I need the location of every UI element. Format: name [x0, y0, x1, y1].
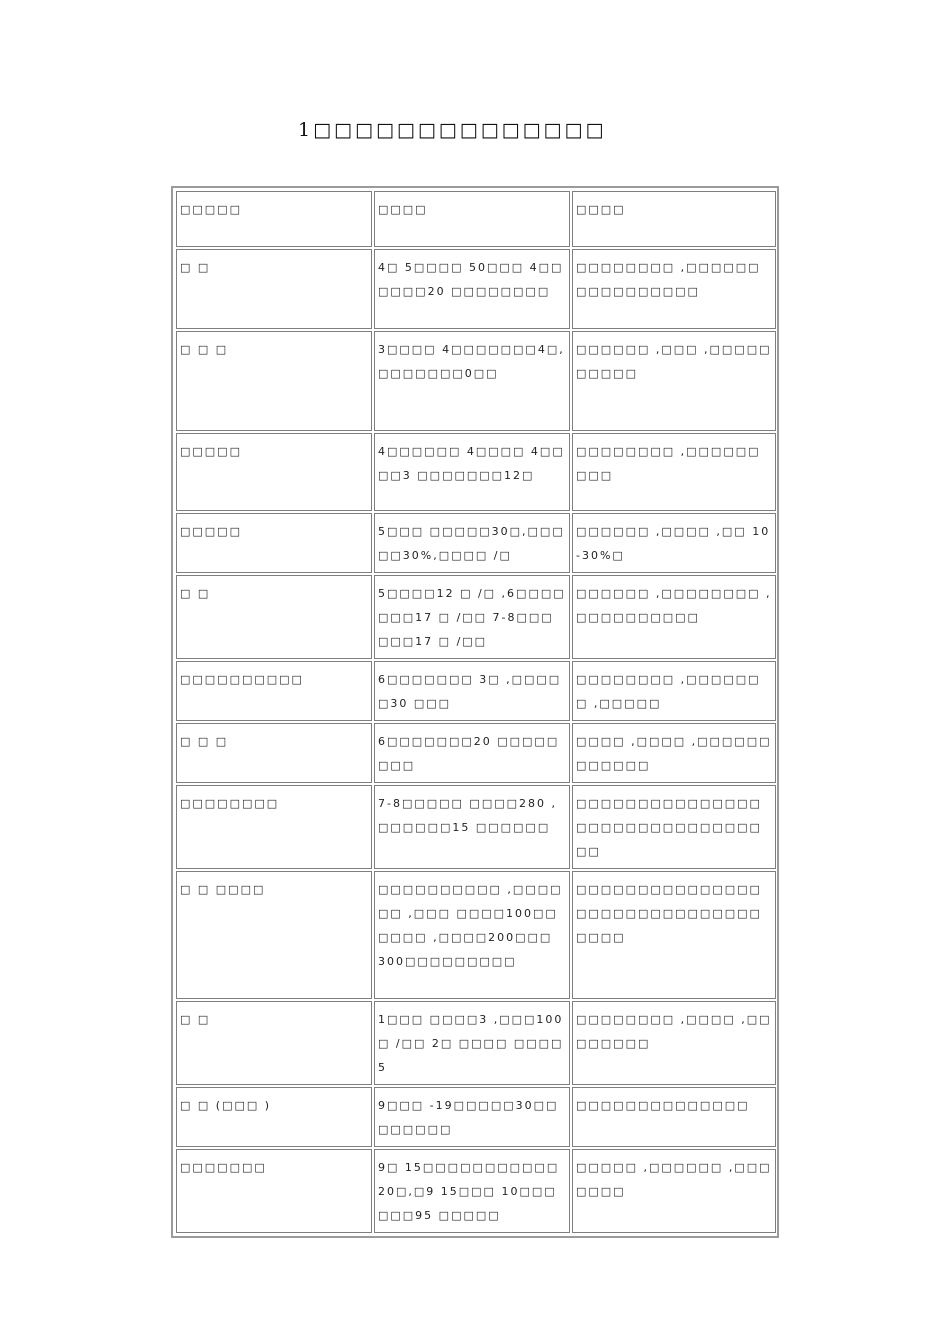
table-row: [176, 331, 776, 431]
table-row: [176, 1149, 776, 1233]
table-cell: 1□□□ □□□□3 ,□□□100□ /□□ 2□ □□□□ □□□□5: [374, 1001, 570, 1085]
table-row: [176, 249, 776, 329]
table-cell: □ □: [176, 575, 372, 659]
table-cell: □□□□□□ ,□□□□□□□□ ,□□□□□□□□□□: [572, 575, 776, 659]
table-cell: 7-8□□□□□ □□□□280 ,□□□□□□15 □□□□□□: [374, 785, 570, 869]
table-cell: □□□□□: [176, 513, 372, 573]
table-cell: □□□□□ ,□□□□□□ ,□□□□□□□: [572, 1149, 776, 1233]
table-cell: □ □ □□□□: [176, 871, 372, 999]
data-table: [174, 189, 778, 1235]
table-cell: □□□□□□□□ ,□□□□□□□□□: [572, 433, 776, 511]
table-cell: □ □ (□□□ ): [176, 1087, 372, 1147]
table-cell: □□□□□□ ,□□□□ ,□□ 10-30%□: [572, 513, 776, 573]
table-cell: 6□□□□□□□20 □□□□□□□□: [374, 723, 570, 783]
document-title: 1□□□□□□□□□□□□□□: [298, 119, 607, 141]
data-table-frame: [171, 186, 779, 1238]
table-cell: □□□□□□□□ ,□□□□□□□□□□□□□□□□: [572, 249, 776, 329]
table-cell: □□□□□□□□□□□□□□: [572, 1087, 776, 1147]
table-cell: □ □: [176, 249, 372, 329]
table-row: [176, 723, 776, 783]
table-row: [176, 1001, 776, 1085]
table-row: [176, 1087, 776, 1147]
table-row: [176, 575, 776, 659]
table-row: [176, 785, 776, 869]
table-row: [176, 513, 776, 573]
table-cell: □□□□□□□□□□□□□□□□□□□□□□□□□□□□□□□□□□: [572, 871, 776, 999]
table-cell: 3□□□□ 4□□□□□□□4□,□□□□□□□0□□: [374, 331, 570, 431]
table-cell: 5□□□□12 □ /□ ,6□□□□□□□17 □ /□□ 7-8□□□□□□17 □ /□□: [374, 575, 570, 659]
table-cell: 4□ 5□□□□ 50□□□ 4□□□□□□20 □□□□□□□□: [374, 249, 570, 329]
table-cell: □ □: [176, 1001, 372, 1085]
table-cell: 5□□□ □□□□□30□,□□□□□30%,□□□□ /□: [374, 513, 570, 573]
table-cell: □□□□□□□□□□□□□□□□□□□□□□□□□□□□□□□□: [572, 785, 776, 869]
table-cell: 9□ 15□□□□□□□□□□□20□,□9 15□□□ 10□□□□□□95 □□□□□: [374, 1149, 570, 1233]
table-row: [176, 661, 776, 721]
table-cell: □□□□□: [176, 433, 372, 511]
table-cell: 9□□□ -19□□□□□30□□□□□□□□: [374, 1087, 570, 1147]
table-cell: 6□□□□□□□ 3□ ,□□□□□30 □□□: [374, 661, 570, 721]
header-cell: □□□□: [572, 191, 776, 247]
table-cell: □□□□□□□□□□ ,□□□□□□ ,□□□ □□□□100□□□□□□ ,□□□□200□□□ 300□□□□□□□□□: [374, 871, 570, 999]
table-row: [176, 871, 776, 999]
table-cell: □□□□□□ ,□□□ ,□□□□□□□□□□: [572, 331, 776, 431]
table-cell: □□□□ ,□□□□ ,□□□□□□□□□□□□: [572, 723, 776, 783]
table-row: [176, 433, 776, 511]
table-header-row: [176, 191, 776, 247]
table-cell: □□□□□□□□□□: [176, 661, 372, 721]
header-cell: □□□□□: [176, 191, 372, 247]
table-cell: □□□□□□□□ ,□□□□ ,□□□□□□□□: [572, 1001, 776, 1085]
header-cell: □□□□: [374, 191, 570, 247]
table-cell: □□□□□□□□ ,□□□□□□□ ,□□□□□: [572, 661, 776, 721]
table-cell: □□□□□□□: [176, 1149, 372, 1233]
table-cell: □ □ □: [176, 331, 372, 431]
table-cell: 4□□□□□□ 4□□□□ 4□□□□3 □□□□□□□12□: [374, 433, 570, 511]
table-cell: □□□□□□□□: [176, 785, 372, 869]
table-cell: □ □ □: [176, 723, 372, 783]
